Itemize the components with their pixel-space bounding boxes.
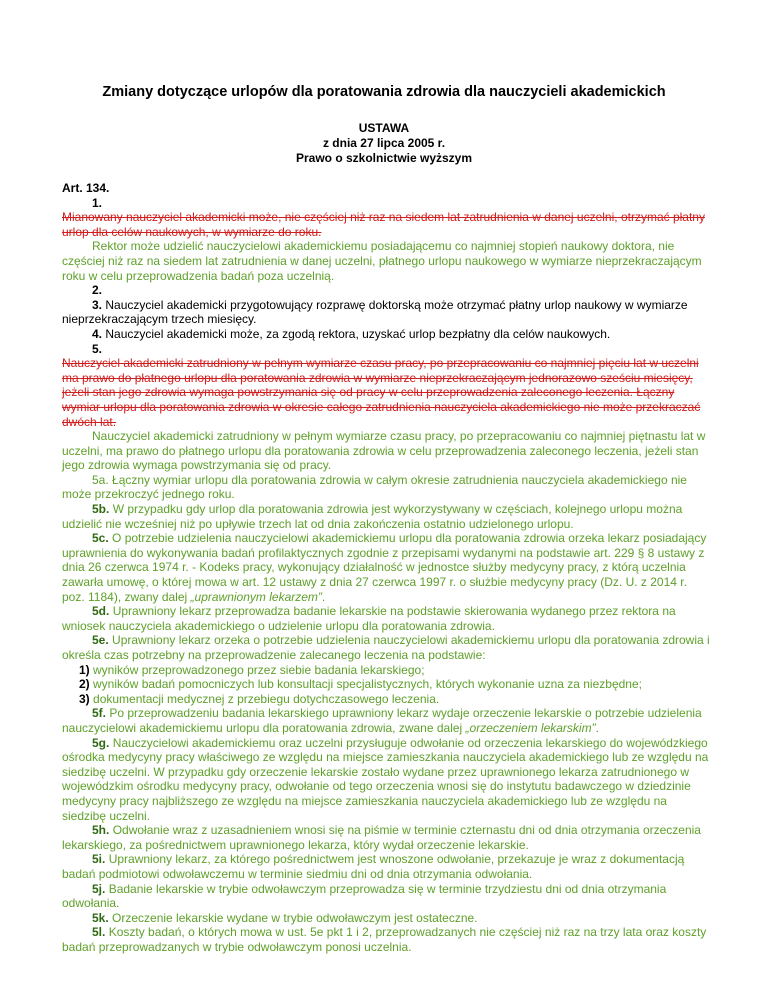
paragraph-5e-number: 5e. xyxy=(92,633,109,648)
paragraph-3-number: 3. xyxy=(92,297,103,312)
act-header xyxy=(0,121,768,166)
list-item-text: wyników badań pomocniczych lub konsultacji specjalistycznych, których wykonanie uzna za niezbędne; xyxy=(93,677,642,692)
paragraph-5d-text: Uprawniony lekarz przeprowadza badanie lekarskie na podstawie skierowania wydanego przez rektora na wniosek nauczyciela akademickiego o udzielenie urlopu dla poratowania zdrowia. xyxy=(62,604,676,633)
paragraph-2-number: 2. xyxy=(92,283,103,298)
paragraph-1-number: 1. xyxy=(92,195,103,210)
paragraph-5e-text: Uprawniony lekarz orzeka o potrzebie udzielenia nauczycielowi akademickiemu urlopu dla poratowania zdrowia i określa czas potrzebny na przeprowadzenie zalecanego leczenia na podstawie: xyxy=(62,633,710,662)
list-item xyxy=(62,663,710,678)
act-date: z dnia 27 lipca 2005 r. xyxy=(322,136,446,150)
paragraph-5j-text: Badanie lekarskie w trybie odwoławczym przeprowadza się w terminie trzydziestu dni od dnia otrzymania odwołania. xyxy=(62,881,667,911)
paragraph-4-text: Nauczyciel akademicki może, za zgodą rektora, uzyskać urlop bezpłatny dla celów naukowych. xyxy=(105,326,611,341)
paragraph-5l-text: Koszty badań, o których mowa w ust. 5e pkt 1 i 2, przeprowadzanych nie częściej niż raz na trzy lata oraz koszty badań przeprowadzanych w trybie odwoławczym ponosi uczelnia. xyxy=(62,925,707,954)
paragraph-5k-number: 5k. xyxy=(92,910,109,925)
list-item xyxy=(62,677,710,692)
act-type: USTAWA xyxy=(358,121,410,135)
paragraph-1-new: Rektor może udzielić nauczycielowi akademickiemu posiadającemu co najmniej stopień naukowy doktora, nie częściej niż raz na siedem lat zatrudnienia w danej uczelni, płatnego urlopu naukowego w wymiarze nieprzekraczającym roku w celu przeprowadzenia badań poza uczelnią. xyxy=(62,239,702,283)
paragraph-5b-number: 5b. xyxy=(92,502,110,517)
document-title: Zmiany dotyczące urlopów dla poratowania zdrowia dla nauczycieli akademickich xyxy=(102,84,666,100)
paragraph-1-deleted: Mianowany nauczyciel akademicki może, nie częściej niż raz na siedem lat zatrudnienia w danej uczelni, otrzymać płatny urlop dla celów naukowych, w wymiarze do roku. xyxy=(62,210,705,239)
paragraph-5c xyxy=(62,531,710,604)
paragraph-5j xyxy=(62,882,710,911)
paragraph-5l xyxy=(62,925,710,954)
paragraph-5i xyxy=(62,852,710,881)
paragraph-5f-end: . xyxy=(595,720,599,735)
paragraph-5g-number: 5g. xyxy=(92,735,110,750)
paragraph-5h-number: 5h. xyxy=(92,823,110,838)
paragraph-5-new: Nauczyciel akademicki zatrudniony w pełnym wymiarze czasu pracy, po przepracowaniu co najmniej piętnastu lat w uczelni, ma prawo do płatnego urlopu dla poratowania zdrowia w celu przeprowadzenia zaleconego leczenia, jeżeli stan jego zdrowia wymaga powstrzymania się od pracy. xyxy=(62,429,706,473)
paragraph-5d xyxy=(62,604,710,633)
paragraph-5f-text: Po przeprowadzeniu badania lekarskiego uprawniony lekarz wydaje orzeczenie lekarskie o potrzebie udzielenia nauczycielowi akademickiemu urlopu dla poratowania zdrowia, zwane dalej xyxy=(62,706,702,735)
paragraph-5k xyxy=(62,911,710,926)
paragraph-3 xyxy=(62,298,710,327)
list-item xyxy=(62,692,710,707)
paragraph-4 xyxy=(62,327,710,342)
paragraph-5d-number: 5d. xyxy=(92,604,110,619)
paragraph-5c-end: . xyxy=(321,589,326,604)
paragraph-5i-number: 5i. xyxy=(92,852,106,867)
paragraph-5c-term: „uprawnionym lekarzem” xyxy=(190,589,322,604)
paragraph-5b-text: W przypadku gdy urlop dla poratowania zdrowia jest wykorzystywany w częściach, kolejnego urlopu można udzielić nie wcześniej niż po upływie trzech lat od dnia zakończenia ostatnio udzielonego urlopu. xyxy=(62,502,683,531)
paragraph-5f xyxy=(62,706,710,735)
paragraph-3-text: Nauczyciel akademicki przygotowujący rozprawę doktorską może otrzymać płatny urlop naukowy w wymiarze nieprzekraczającym trzech miesięcy. xyxy=(62,297,688,327)
paragraph-5e-list xyxy=(62,663,710,707)
paragraph-4-number: 4. xyxy=(92,326,103,341)
paragraph-5-deleted: Nauczyciel akademicki zatrudniony w pełnym wymiarze czasu pracy, po przepracowaniu co najmniej pięciu lat w uczelni ma prawo do płatnego urlopu dla poratowania zdrowia w wymiarze nieprzekraczającym jednorazowo sześciu miesięcy, jeżeli stan jego zdrowia wymaga powstrzymania się od pracy w celu przeprowadzenia zaleconego leczenia. Łączny wymiar urlopu dla poratowania zdrowia w okresie całego zatrudnienia nauczyciela akademickiego nie może przekraczać dwóch lat. xyxy=(62,356,701,429)
list-item-number: 3) xyxy=(79,691,90,706)
paragraph-5b xyxy=(62,502,710,531)
paragraph-5k-text: Orzeczenie lekarskie wydane w trybie odwoławczym jest ostateczne. xyxy=(112,910,478,925)
paragraph-5f-term: „orzeczeniem lekarskim” xyxy=(465,720,596,735)
paragraph-5f-number: 5f. xyxy=(92,706,107,721)
act-name: Prawo o szkolnictwie wyższym xyxy=(295,151,473,165)
paragraph-5l-number: 5l. xyxy=(92,925,106,940)
paragraph-5h xyxy=(62,823,710,852)
paragraph-5c-text: O potrzebie udzielenia nauczycielowi akademickiemu urlopu dla poratowania zdrowia orzeka lekarz posiadający uprawnienia do wykonywania badań profilaktycznych zgodnie z przepisami wydanymi na podstawie art. 229 § 8 ustawy z dnia 26 czerwca 1974 r. - Kodeks pracy, wykonujący działalność w jednostce służby medycyny pracy, z którą uczelnia zawarła umowę, o której mowa w art. 12 ustawy z dnia 27 czerwca 1997 r. o służbie medycyny pracy (Dz. U. z 2014 r. poz. 1184), zwany dalej xyxy=(62,531,707,604)
paragraph-5i-text: Uprawniony lekarz, za którego pośrednictwem jest wnoszone odwołanie, przekazuje je wraz z dokumentacją badań podmiotowi odwoławczemu w terminie siedmiu dni od dnia otrzymania odwołania. xyxy=(62,852,685,881)
paragraph-5a: 5a. Łączny wymiar urlopu dla poratowania zdrowia w całym okresie zatrudnienia nauczyciela akademickiego nie może przekroczyć jednego roku. xyxy=(62,472,687,502)
list-item-number: 2) xyxy=(79,677,90,692)
paragraph-5c-number: 5c. xyxy=(92,531,109,546)
list-item-text: dokumentacji medycznej z przebiegu dotychczasowego leczenia. xyxy=(93,691,440,706)
paragraph-5g xyxy=(62,736,710,824)
paragraph-5g-text: Nauczycielowi akademickiemu oraz uczelni przysługuje odwołanie od orzeczenia lekarskiego do wojewódzkiego ośrodka medycyny pracy właściwego ze względu na miejsce zamieszkania nauczyciela akademickiego lub ze względu na siedzibę uczelni. W przypadku gdy orzeczenie lekarskie zostało wydane przez uprawnionego lekarza zatrudnionego w wojewódzkim ośrodku medycyny pracy, odwołanie od tego orzeczenia wnosi się do instytutu badawczego w dziedzinie medycyny pracy najbliższego ze względu na miejsce zamieszkania nauczyciela akademickiego lub ze względu na siedzibę uczelni. xyxy=(62,735,709,823)
paragraph-5e xyxy=(62,633,710,662)
article-number: Art. 134. xyxy=(62,181,110,195)
article-body xyxy=(62,181,710,954)
paragraph-5-number: 5. xyxy=(92,341,103,356)
paragraph-5h-text: Odwołanie wraz z uzasadnieniem wnosi się na piśmie w terminie czternastu dni od dnia otrzymania orzeczenia lekarskiego, za pośrednictwem uprawnionego lekarza, który wydał orzeczenie lekarskie. xyxy=(62,823,701,852)
paragraph-5j-number: 5j. xyxy=(92,881,106,896)
list-item-text: wyników przeprowadzonego przez siebie badania lekarskiego; xyxy=(93,662,425,677)
list-item-number: 1) xyxy=(79,662,90,677)
